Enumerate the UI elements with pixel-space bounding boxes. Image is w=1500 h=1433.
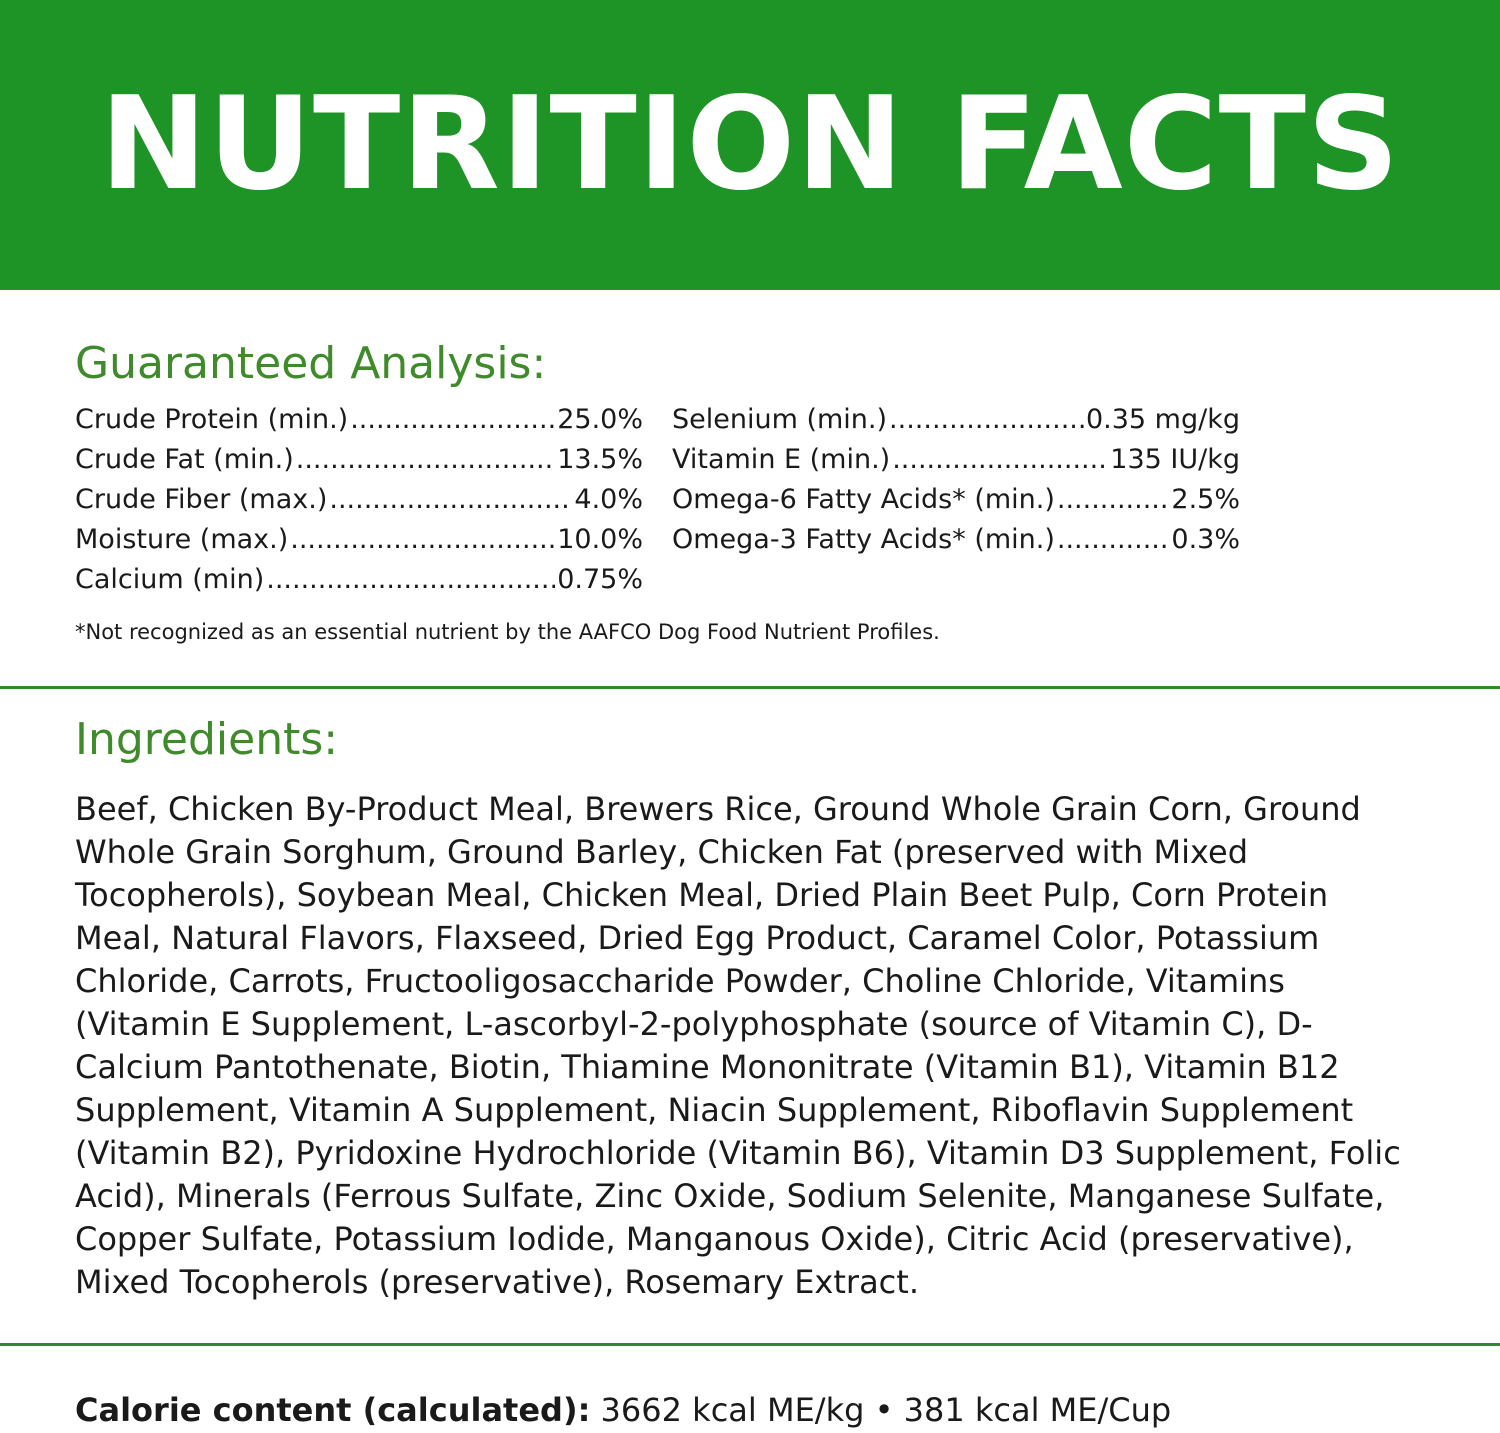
analysis-value: 2.5% (1171, 484, 1240, 515)
section-divider (0, 686, 1500, 689)
title-banner (0, 0, 1500, 290)
analysis-label: Crude Protein (min.) (75, 404, 349, 435)
analysis-value: 4.0% (574, 484, 643, 515)
dot-leader (296, 440, 555, 480)
analysis-row (75, 440, 643, 480)
calorie-label: Calorie content (calculated): (75, 1391, 591, 1429)
analysis-row (672, 480, 1240, 520)
analysis-value: 0.75% (557, 564, 643, 595)
dot-leader (1057, 520, 1170, 560)
ingredients-heading: Ingredients: (75, 714, 339, 765)
dot-leader (290, 520, 555, 560)
analysis-row (672, 440, 1240, 480)
dot-leader (892, 440, 1108, 480)
analysis-right-column (672, 400, 1240, 560)
analysis-label: Crude Fat (min.) (75, 444, 294, 475)
analysis-row (75, 560, 643, 600)
analysis-row (672, 520, 1240, 560)
analysis-label: Vitamin E (min.) (672, 444, 891, 475)
dot-leader (889, 400, 1084, 440)
analysis-label: Selenium (min.) (672, 404, 888, 435)
analysis-label: Omega-6 Fatty Acids* (min.) (672, 484, 1055, 515)
analysis-row (75, 480, 643, 520)
calorie-content (75, 1390, 1171, 1430)
dot-leader (266, 560, 555, 600)
analysis-row (672, 400, 1240, 440)
analysis-value: 25.0% (557, 404, 643, 435)
aafco-footnote: *Not recognized as an essential nutrient by the AAFCO Dog Food Nutrient Profiles. (75, 620, 940, 644)
analysis-row (75, 400, 643, 440)
analysis-label: Moisture (max.) (75, 524, 289, 555)
dot-leader (350, 400, 555, 440)
dot-leader (1057, 480, 1170, 520)
analysis-value: 135 IU/kg (1110, 444, 1240, 475)
calorie-value: 3662 kcal ME/kg • 381 kcal ME/Cup (600, 1391, 1172, 1429)
guaranteed-analysis-heading: Guaranteed Analysis: (75, 338, 547, 389)
analysis-left-column (75, 400, 643, 600)
analysis-label: Calcium (min) (75, 564, 265, 595)
analysis-row (75, 520, 643, 560)
ingredients-list: Beef, Chicken By-Product Meal, Brewers Rice, Ground Whole Grain Corn, Ground Whole Grain Sorghum, Ground Barley, Chicken Fat (preserved with Mixed Tocopherols), Soybean Meal, Chicken Meal, Dried Plain Beet Pulp, Corn Protein Meal, Natural Flavors, Flaxseed, Dried Egg Product, Caramel Color, Potassium Chloride, Carrots, Fructooligosaccharide Powder, Choline Chloride, Vitamins (Vitamin E Supplement, L-ascorbyl-2-polyphosphate (source of Vitamin C), D-Calcium Pantothenate, Biotin, Thiamine Mononitrate (Vitamin B1), Vitamin B12 Supplement, Vitamin A Supplement, Niacin Supplement, Riboflavin Supplement (Vitamin B2), Pyridoxine Hydrochloride (Vitamin B6), Vitamin D3 Supplement, Folic Acid), Minerals (Ferrous Sulfate, Zinc Oxide, Sodium Selenite, Manganese Sulfate, Copper Sulfate, Potassium Iodide, Manganous Oxide), Citric Acid (preservative), Mixed Tocopherols (preservative), Rosemary Extract. (75, 790, 1401, 1301)
analysis-value: 0.35 mg/kg (1085, 404, 1240, 435)
analysis-value: 10.0% (557, 524, 643, 555)
dot-leader (329, 480, 572, 520)
analysis-value: 0.3% (1171, 524, 1240, 555)
section-divider (0, 1343, 1500, 1346)
analysis-label: Crude Fiber (max.) (75, 484, 328, 515)
analysis-value: 13.5% (557, 444, 643, 475)
analysis-label: Omega-3 Fatty Acids* (min.) (672, 524, 1055, 555)
page-title: NUTRITION FACTS (99, 70, 1401, 219)
